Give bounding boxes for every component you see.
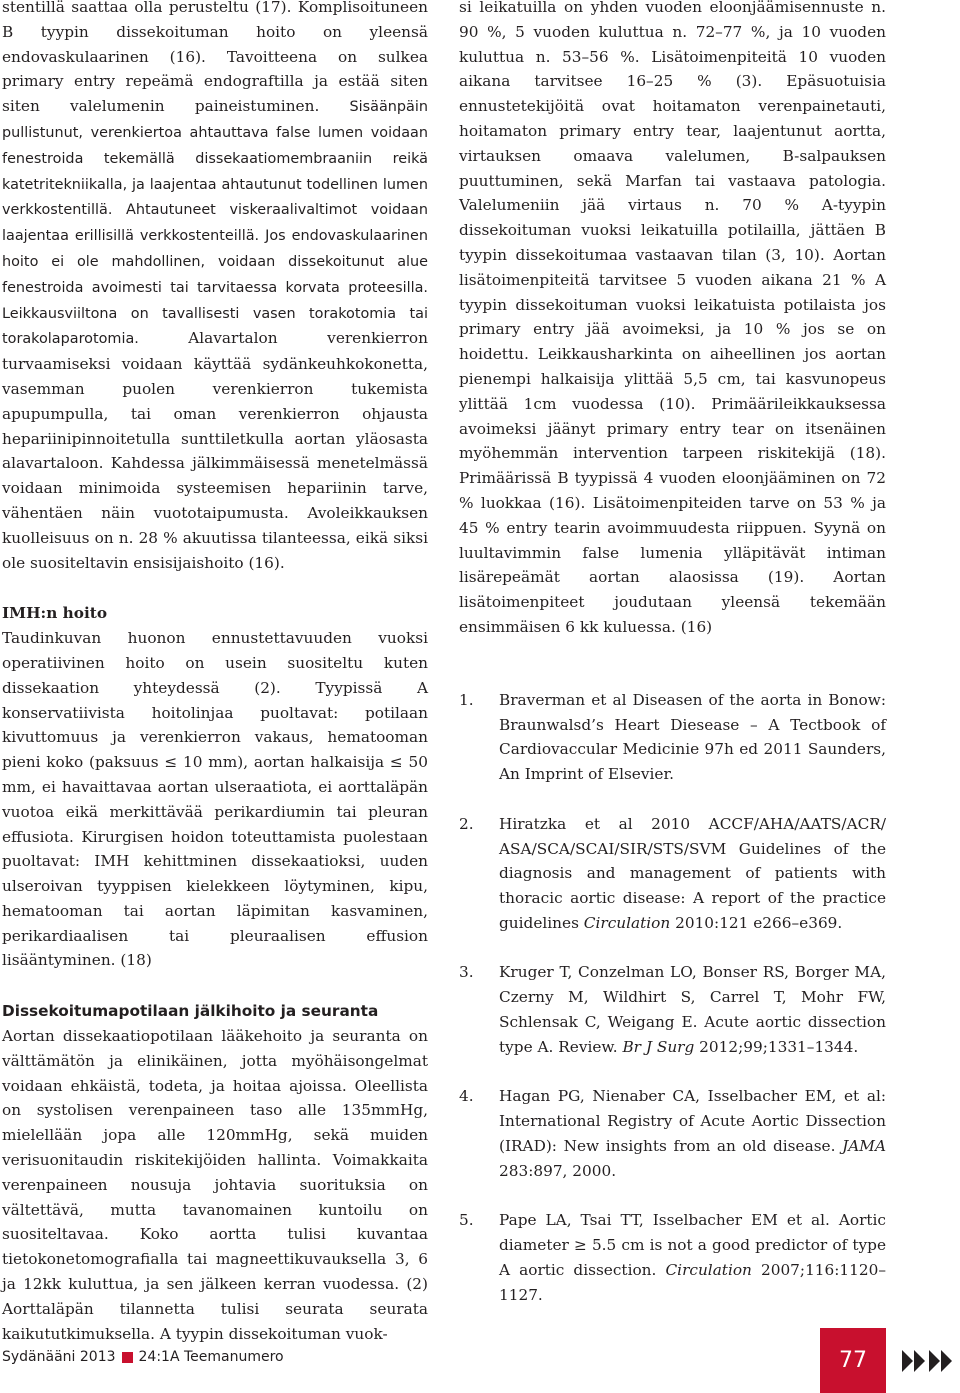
next-page-arrows-icon[interactable] (902, 1350, 952, 1372)
section-heading-imh: IMH:n hoito (2, 604, 108, 623)
body-paragraph-4: si leikatuilla on yhden vuoden eloonjäämisennuste n. 90 %, 5 vuoden kuluttua n. 72–77 %, ja 10 vuoden kuluttua n. 53–56 %. Lisätoimenpiteitä 10 vuoden aikana tarvitsee 16–25 % (3). Epäsuotuisia ennustetekijöitä ovat hoitamaton verenpainetauti, hoitamaton primary entry tear, laajentunut aortta, virtauksen omaava valelumen, B-salpauksen puuttuminen, sekä Marfan tai vastaava patologia. Valelumeniin jää virtaus n. 70 % A-tyypin dissekoituman vuoksi leikatuilla potilailla, jättäen B tyypin dissekoitumaa vastaavan tilan (3, 10). Aortan lisätoimenpiteitä tarvitsee 5 vuoden aikana 21 % A tyypin dissekoituman vuoksi leikatuista potilaista jos primary entry jää avoimeksi, ja 10 % jos se on hoidettu. Leikkausharkinta on aiheellinen jos aortan pienempi halkaisija ylittää 5,5 cm, tai kasvunopeus ylittää 1cm vuodessa (10). Primäärileikkauksessa avoimeksi jäänyt primary entry tear on itsenäinen myöhemmän intervention tarpeen riskitekijä (18). Primäärissä B tyypissä 4 vuoden eloonjääminen on 72 % luokkaa (16). Lisätoimenpiteiden tarve on 53 % ja 45 % entry tearin avoimmuudesta riippuen. Syynä on luultavimmin false lumenia ylläpitävät intiman lisärepeämät aortan alaosissa (19). Aortan lisätoimenpiteet joudutaan yleensä tekemään ensimmäisen 6 kk kuluessa. (16) (459, 0, 886, 636)
right-column (459, 0, 886, 1332)
body-paragraph-3: Aortan dissekaatiopotilaan lääkehoito ja seuranta on välttämätön ja elinikäinen, jotta myöhäisongelmat voidaan ehkäistä, todeta, ja hoitaa ajoissa. Oleellista on systolisen verenpaineen taso alle 135mmHg, mielellään jopa alle 120mmHg, sekä muiden verisuonitaudin riskitekijöiden hallinta. Voimakkaita verenpaineen nousuja johtavia suorituksia on vältettävä, mutta tavanomainen kuntoilu on suositeltavaa. Koko aortta tulisi kuvantaa tietokonetomografialla tai magneettikuvauksella 3, 6 ja 12kk kuluttua, ja sen jälkeen kerran vuodessa. (2) Aorttaläpän tilannetta tulisi seurata seurata kaikututkimuksella. A tyypin dissekoituman vuok- (2, 1027, 428, 1343)
page-number-box (820, 1328, 886, 1393)
section-heading-followup: Dissekoitumapotilaan jälkihoito ja seuranta (2, 1002, 379, 1021)
reference-item: 3. Kruger T, Conzelman LO, Bonser RS, Borger MA, Czerny M, Wildhirt S, Carrel T, Mohr FW, Schlensak C, Weigang E. Acute aortic dissection type A. Review. Br J Surg 2012;99;1331–1344. (459, 963, 886, 1056)
reference-item: 4. Hagan PG, Nienaber CA, Isselbacher EM, et al: International Registry of Acute Aortic Dissection (IRAD): New insights from an old disease. JAMA 283:897, 2000. (459, 1087, 886, 1180)
issue-name: 24:1A Teemanumero (138, 1349, 284, 1365)
body-paragraph-1: stentillä saattaa olla perusteltu (17). Komplisoituneen B tyypin dissekoituman hoito on yleensä endovaskulaarinen (16). Tavoitteena on sulkea primary entry repeämä endograftilla ja estää siten siten valelumenin paineistuminen. Sisäänpäin pullistunut, verenkiertoa ahtauttava false lumen voidaan fenestroida tekemällä dissekaatiomembraaniin reikä katetritekniikalla, ja laajentaa ahtautunut todellinen lumen verkkostentillä. Ahtautuneet viskeraalivaltimot voidaan laajentaa erillisillä verkkostenteillä. Jos endovaskulaarinen hoito ei ole mahdollinen, voidaan dissekoitunut alue fenestroida avoimesti tai tarvitaessa korvata proteesilla. Leikkausviiltona on tavallisesti vasen torakotomia tai torakolaparotomia. Alavartalon verenkierron turvaamiseksi voidaan käyttää sydänkeuhkokonetta, vasemman puolen verenkierron tukemista apupumpulla, tai oman verenkierron ohjausta hepariinipinnoitetulla sunttiletkulla aortan yläosasta alavartaloon. Kahdessa jälkimmäisessä menetelmässä voidaan minimoida systeemisen hepariinin tarve, vähentäen näin vuototaipumusta. Avoleikkauksen kuolleisuus on n. 28 % akuutissa tilanteessa, eikä siksi ole suositeltavin ensisijaishoito (16). (2, 0, 428, 572)
page-number: 77 (839, 1348, 867, 1373)
body-paragraph-2: Taudinkuvan huonon ennustettavuuden vuoksi operatiivinen hoito on usein suositeltu kuten dissekaation yhteydessä (2). Tyypissä A konservatiivista hoitolinjaa puoltavat: potilaan kivuttomuus ja verenkierron vakaus, hematooman pieni koko (paksuus ≤ 10 mm), aortan halkaisija ≤ 50 mm, ei havaittavaa aortan ulseraatiota, ei aorttaläpän vuotoa eikä merkittävää perikardiumin tai pleuran effusiota. Kirurgisen hoidon toteuttamista puolestaan puoltavat: IMH kehittminen dissekaatioksi, uuden ulseroivan tyyppisen kielekkeen löytyminen, kipu, hematooman tai aortan läpimitan kasvaminen, perikardiaalisen tai pleuraalisen effusion lisääntyminen. (18) (2, 629, 428, 970)
left-column (2, 0, 428, 1346)
square-bullet-icon (122, 1352, 133, 1363)
publication-name: Sydänääni 2013 (2, 1349, 116, 1365)
reference-item: 5. Pape LA, Tsai TT, Isselbacher EM et al. Aortic diameter ≥ 5.5 cm is not a good predictor of type A aortic dissection. Circulation 2007;116:1120–1127. (459, 1211, 886, 1304)
reference-list (459, 688, 886, 1308)
page-footer (2, 1349, 284, 1365)
reference-item: 2. Hiratzka et al 2010 ACCF/AHA/AATS/ACR/ ASA/SCA/SCAI/SIR/STS/SVM Guidelines of the diagnosis and management of patients with thoracic aortic disease: A report of the practice guidelines Circulation 2010:121 e266–e369. (459, 814, 886, 932)
reference-item: 1. Braverman et al Diseasen of the aorta in Bonow: Braunwalsd’s Heart Diesease – A Tectbook of Cardiovaccular Medicinie 97h ed 2011 Saunders, An Imprint of Elsevier. (459, 690, 886, 784)
